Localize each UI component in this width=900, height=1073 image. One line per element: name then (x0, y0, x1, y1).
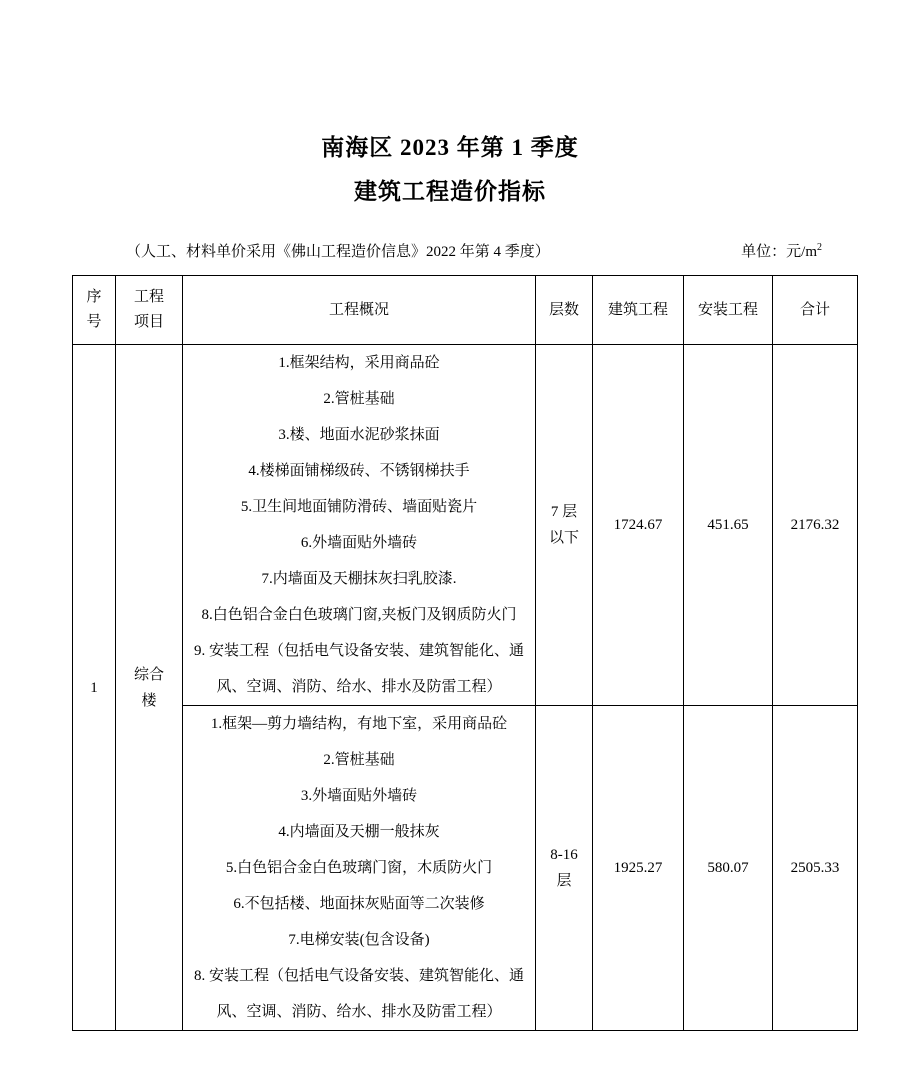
column-header-project (116, 276, 183, 345)
table-row (73, 345, 858, 706)
table-row (73, 706, 858, 1031)
description-line: 5.白色铝合金白色玻璃门窗，木质防火门 (225, 860, 493, 876)
unit-text: 单位：元/m (741, 244, 817, 260)
description-line: 1.框架—剪力墙结构，有地下室，采用商品砼 (210, 716, 508, 732)
description-line: 4.楼梯面铺梯级砖、不锈钢梯扶手 (248, 463, 470, 479)
subtitle-row (72, 240, 828, 261)
column-header-project-line-2: 项目 (133, 314, 164, 330)
description-line: 3.楼、地面水泥砂浆抹面 (278, 427, 440, 443)
cell-installation-works: 451.65 (684, 345, 773, 706)
description-line: 8.白色铝合金白色玻璃门窗,夹板门及钢质防火门 (201, 607, 517, 623)
description-line: 2.管桩基础 (323, 752, 395, 768)
cell-floors-line-2: 以下 (548, 530, 579, 546)
column-header-building-works: 建筑工程 (593, 276, 684, 345)
table-header (73, 276, 858, 345)
description-line: 8. 安装工程（包括电气设备安装、建筑智能化、通风、空调、消防、给水、排水及防雷工程） (193, 968, 524, 1020)
cell-project-line-2: 楼 (141, 692, 157, 709)
cell-floors (536, 345, 593, 706)
column-header-seq-line-1: 序 (86, 289, 102, 305)
description-line: 1.框架结构，采用商品砼 (278, 355, 440, 371)
description-line: 6.不包括楼、地面抹灰贴面等二次装修 (233, 896, 485, 912)
description-line: 2.管桩基础 (323, 391, 395, 407)
cell-building-works: 1724.67 (593, 345, 684, 706)
unit-label (741, 240, 822, 261)
column-header-project-line-1: 工程 (133, 289, 164, 305)
cell-floors-line-2: 层 (556, 873, 572, 889)
cell-description (183, 706, 536, 1031)
description-line: 9. 安装工程（包括电气设备安装、建筑智能化、通风、空调、消防、给水、排水及防雷工程） (193, 643, 524, 695)
unit-superscript: 2 (817, 242, 822, 253)
cell-floors (536, 706, 593, 1031)
description-line: 4.内墙面及天棚一般抹灰 (278, 824, 440, 840)
cell-building-works: 1925.27 (593, 706, 684, 1031)
column-header-installation-works: 安装工程 (684, 276, 773, 345)
document-title-line-2: 建筑工程造价指标 (354, 179, 546, 204)
cell-project-line-1: 综合 (133, 666, 164, 683)
cell-installation-works: 580.07 (684, 706, 773, 1031)
column-header-seq (73, 276, 116, 345)
description-line: 6.外墙面贴外墙砖 (300, 535, 418, 551)
cell-seq: 1 (73, 345, 116, 1031)
cell-total: 2505.33 (773, 706, 858, 1031)
cell-floors-line-1: 7 层 (550, 504, 578, 520)
price-source-note: （人工、材料单价采用《佛山工程造价信息》2022 年第 4 季度） (126, 244, 550, 260)
cost-index-table (72, 275, 858, 1031)
cell-project (116, 345, 183, 1031)
cell-total: 2176.32 (773, 345, 858, 706)
column-header-total: 合计 (773, 276, 858, 345)
cell-floors-line-1: 8-16 (550, 847, 578, 863)
column-header-floors: 层数 (536, 276, 593, 345)
document-title-line-1: 南海区 2023 年第 1 季度 (321, 135, 579, 160)
description-line: 7.内墙面及天棚抹灰扫乳胶漆. (261, 571, 457, 587)
cell-description (183, 345, 536, 706)
description-line: 7.电梯安装(包含设备) (288, 932, 430, 948)
column-header-seq-line-2: 号 (86, 314, 102, 330)
table-body (73, 345, 858, 1031)
description-line: 5.卫生间地面铺防滑砖、墙面贴瓷片 (240, 499, 478, 515)
title-block (72, 0, 828, 214)
column-header-description: 工程概况 (183, 276, 536, 345)
table-header-row (73, 276, 858, 345)
description-line: 3.外墙面贴外墙砖 (300, 788, 418, 804)
